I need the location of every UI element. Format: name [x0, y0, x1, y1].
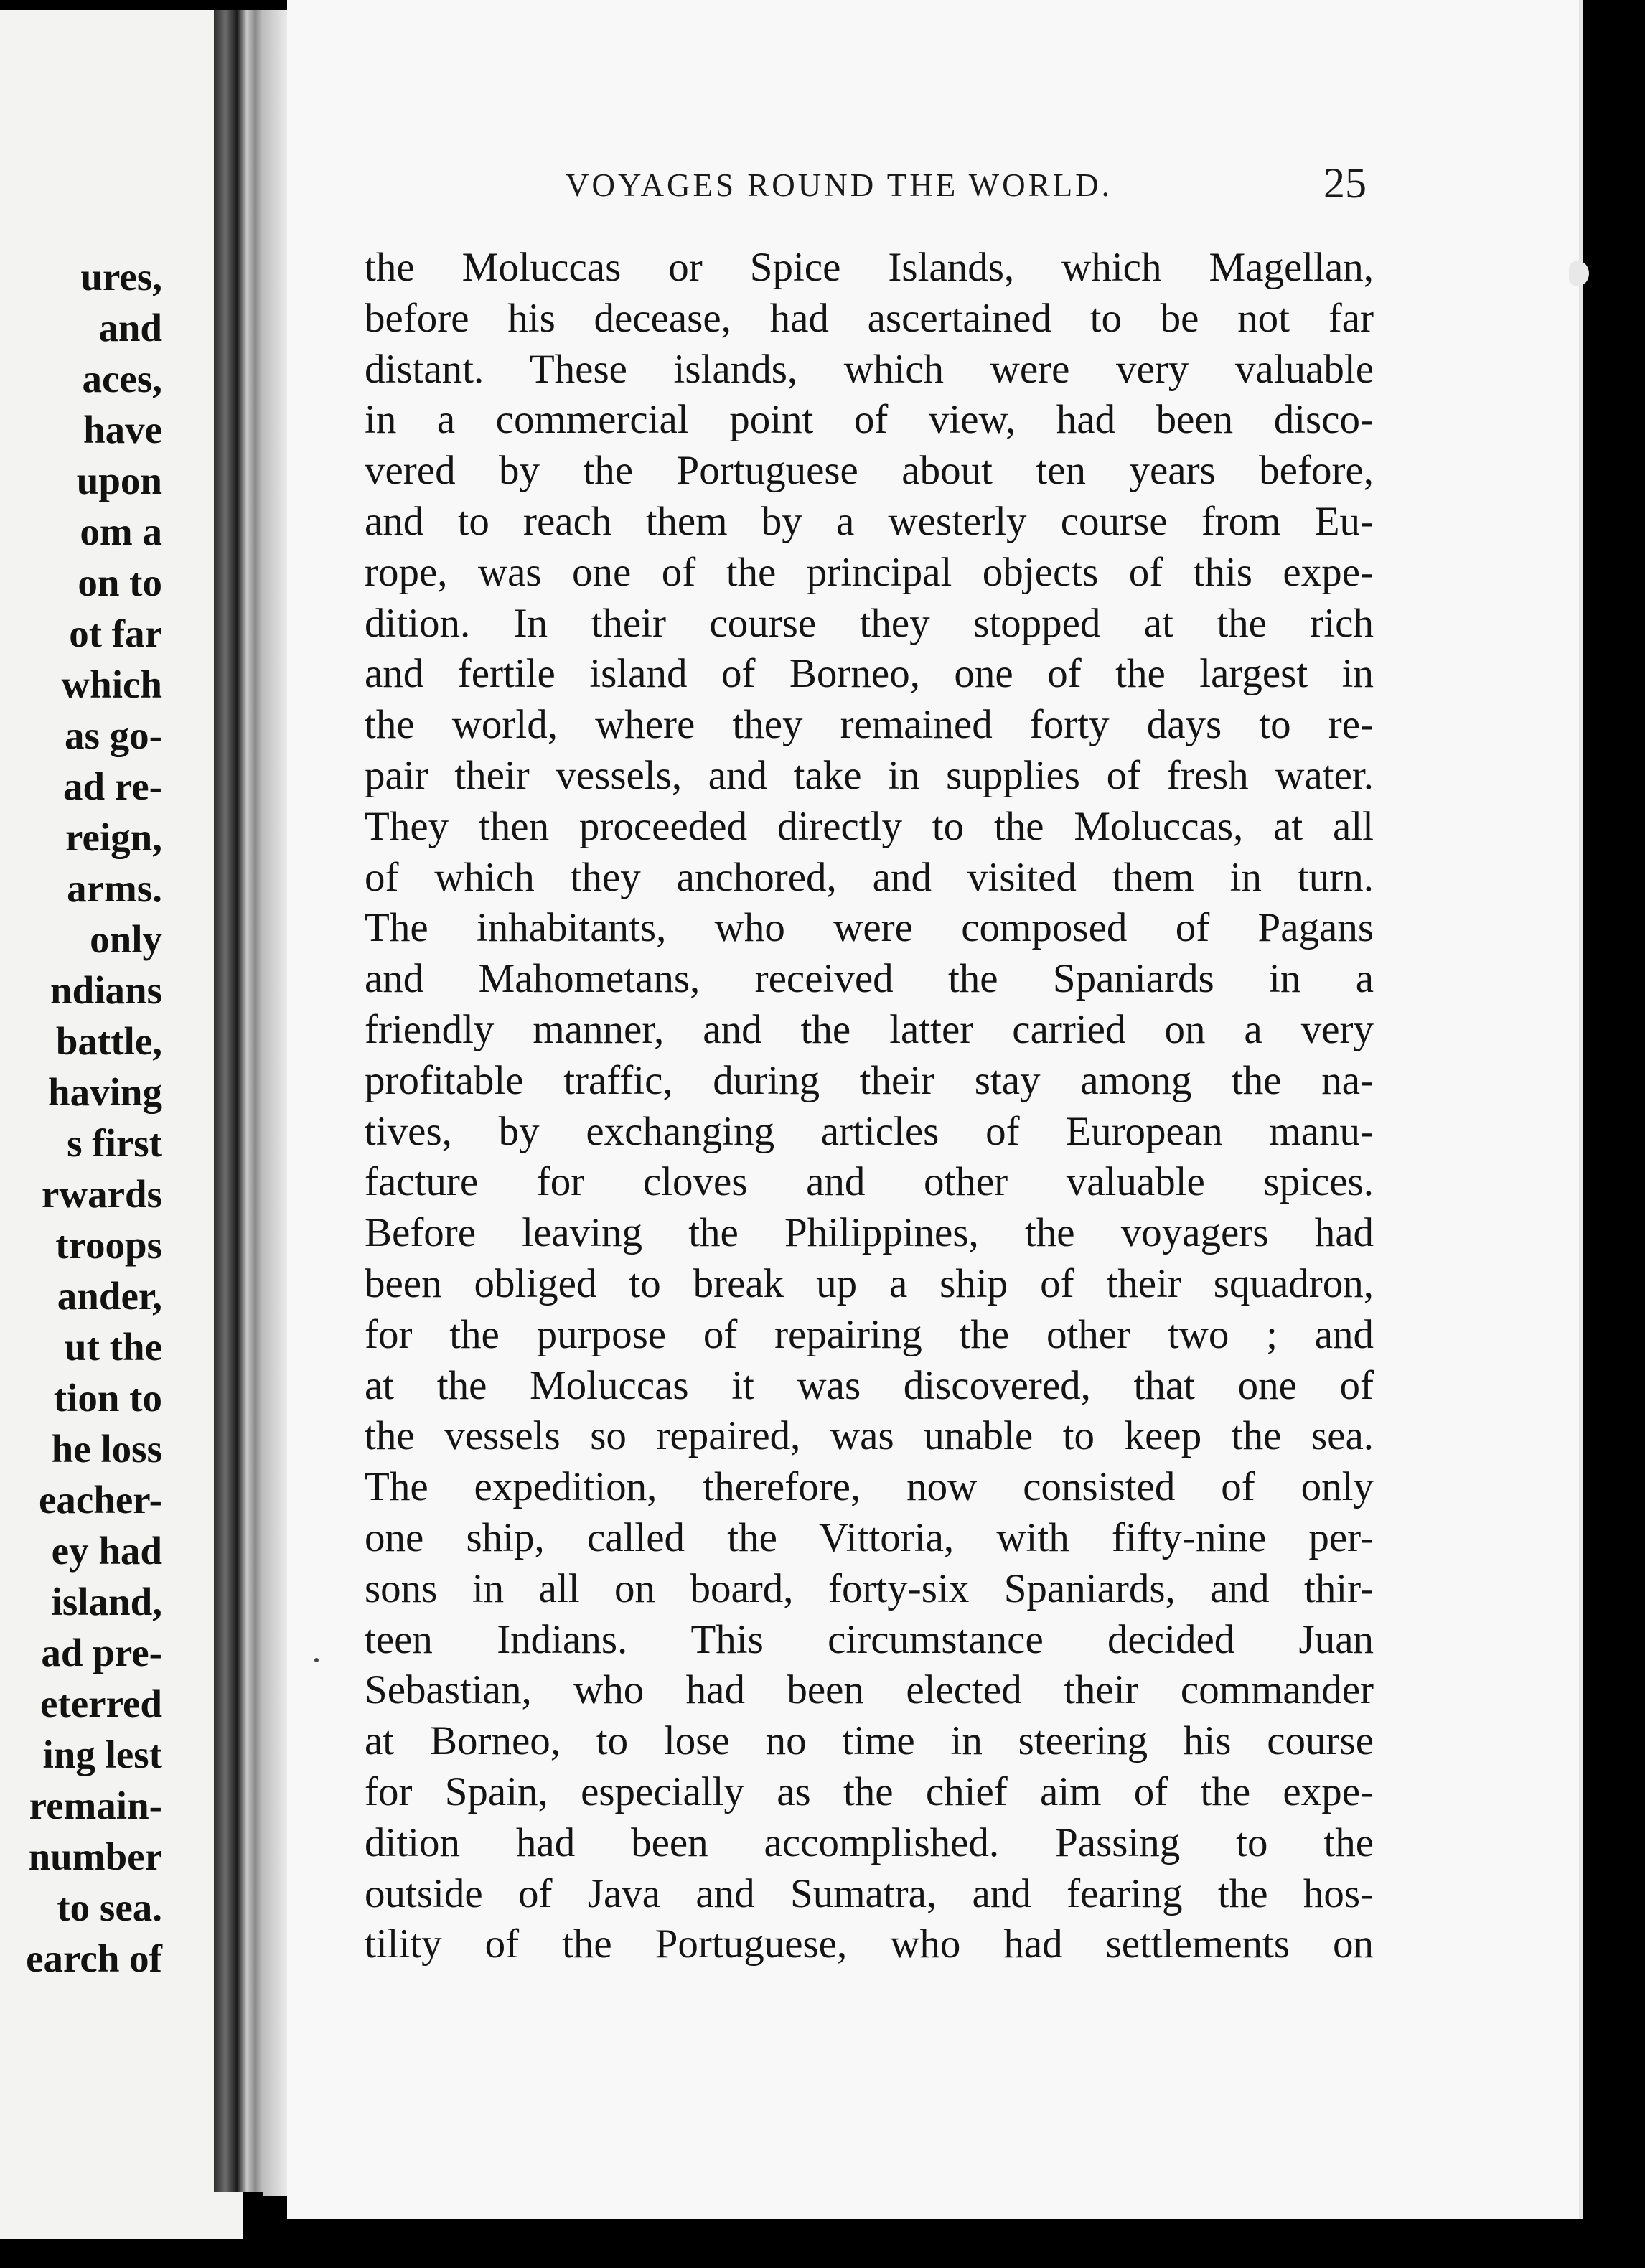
left-page-line: tion to [53, 1376, 162, 1420]
body-line: at the Moluccas it was discovered, that one of [365, 1362, 1374, 1408]
left-page-line: eterred [40, 1682, 162, 1725]
running-title: VOYAGES ROUND THE WORLD. [566, 167, 1112, 203]
left-page-line: ures, [80, 255, 162, 299]
body-line: for Spain, especially as the chief aim of the expe- [365, 1768, 1374, 1814]
left-page-line: island, [51, 1580, 162, 1623]
left-page-line: rwards [41, 1172, 162, 1216]
body-line: Before leaving the Philippines, the voyagers had [365, 1210, 1374, 1256]
body-line: teen Indians. This circumstance decided Juan [365, 1616, 1374, 1662]
left-page-line: on to [78, 561, 162, 604]
body-line: profitable traffic, during their stay among the na- [365, 1057, 1374, 1103]
left-page-line: which [61, 662, 162, 706]
left-page-line: remain- [29, 1784, 162, 1827]
body-line: at Borneo, to lose no time in steering his course [365, 1718, 1374, 1764]
body-line: distant. These islands, which were very valuable [365, 346, 1374, 392]
left-page-line: aces, [82, 357, 162, 400]
body-line: and to reach them by a westerly course from Eu- [365, 498, 1374, 544]
body-line: tility of the Portuguese, who had settlements on [365, 1921, 1374, 1967]
left-page-line: ad pre- [41, 1631, 162, 1674]
body-line: facture for cloves and other valuable spices. [365, 1159, 1374, 1205]
left-page-line: as go- [65, 713, 162, 757]
left-page [0, 10, 243, 2239]
left-page-line: upon [76, 459, 162, 502]
body-line: and Mahometans, received the Spaniards in a [365, 956, 1374, 1002]
left-page-line: eacher- [38, 1478, 162, 1522]
left-page-line: have [83, 408, 162, 451]
left-page-line: reign, [65, 815, 162, 859]
left-page-line: ot far [69, 611, 162, 655]
body-line: sons in all on board, forty-six Spaniards, and thir- [365, 1565, 1374, 1611]
left-page-line: ad re- [63, 764, 162, 808]
left-page-line: battle, [55, 1019, 162, 1063]
left-page-line: only [90, 917, 162, 961]
body-line: the world, where they remained forty days to re- [365, 702, 1374, 748]
page-edge-mark [1569, 261, 1589, 286]
left-page-line: arms. [67, 866, 162, 910]
body-line: pair their vessels, and take in supplies of fresh water. [365, 752, 1374, 798]
left-page-line: to sea. [57, 1885, 162, 1929]
body-line: rope, was one of the principal objects of this expe- [365, 549, 1374, 595]
left-page-line: and [98, 306, 162, 350]
body-line: the vessels so repaired, was unable to keep the sea. [365, 1413, 1374, 1459]
left-page-line: s first [67, 1121, 162, 1165]
body-line: The expedition, therefore, now consisted of only [365, 1464, 1374, 1510]
body-line: They then proceeded directly to the Moluccas, at all [365, 803, 1374, 849]
body-line: outside of Java and Sumatra, and fearing the hos- [365, 1870, 1374, 1916]
body-line: Sebastian, who had been elected their commander [365, 1667, 1374, 1713]
body-line: been obliged to break up a ship of their squadron, [365, 1260, 1374, 1306]
book-gutter [214, 10, 266, 2192]
body-line: The inhabitants, who were composed of Pagans [365, 905, 1374, 951]
left-page-line: having [48, 1070, 162, 1114]
page-number: 25 [1323, 159, 1367, 207]
left-page-line: ing lest [42, 1733, 162, 1776]
left-page-line: ndians [50, 968, 162, 1012]
body-line: tives, by exchanging articles of European manu- [365, 1108, 1374, 1154]
body-text [365, 243, 1374, 1970]
left-page-line: om a [80, 510, 162, 553]
running-head [243, 159, 1367, 207]
left-page-line: ey had [51, 1529, 162, 1573]
body-line: vered by the Portuguese about ten years before, [365, 448, 1374, 494]
left-page-text-fragments [26, 251, 162, 1984]
left-page-line: ut the [65, 1325, 162, 1369]
body-line: for the purpose of repairing the other two ; and [365, 1311, 1374, 1357]
left-page-line: ander, [57, 1274, 162, 1318]
body-line: before his decease, had ascertained to be not far [365, 295, 1374, 341]
body-line: in a commercial point of view, had been disco- [365, 397, 1374, 443]
left-page-line: troops [55, 1223, 162, 1267]
left-page-line: earch of [26, 1936, 162, 1980]
body-line: friendly manner, and the latter carried on a very [365, 1006, 1374, 1052]
body-line: the Moluccas or Spice Islands, which Magellan, [365, 245, 1374, 290]
body-line: dition had been accomplished. Passing to the [365, 1819, 1374, 1865]
body-line: and fertile island of Borneo, one of the largest in [365, 651, 1374, 697]
print-speck [314, 1658, 319, 1662]
left-page-line: he loss [51, 1427, 162, 1471]
body-line: one ship, called the Vittoria, with fifty-nine per- [365, 1514, 1374, 1560]
body-line: of which they anchored, and visited them in turn. [365, 854, 1374, 900]
left-page-line: number [28, 1834, 162, 1878]
body-line: dition. In their course they stopped at the rich [365, 600, 1374, 646]
